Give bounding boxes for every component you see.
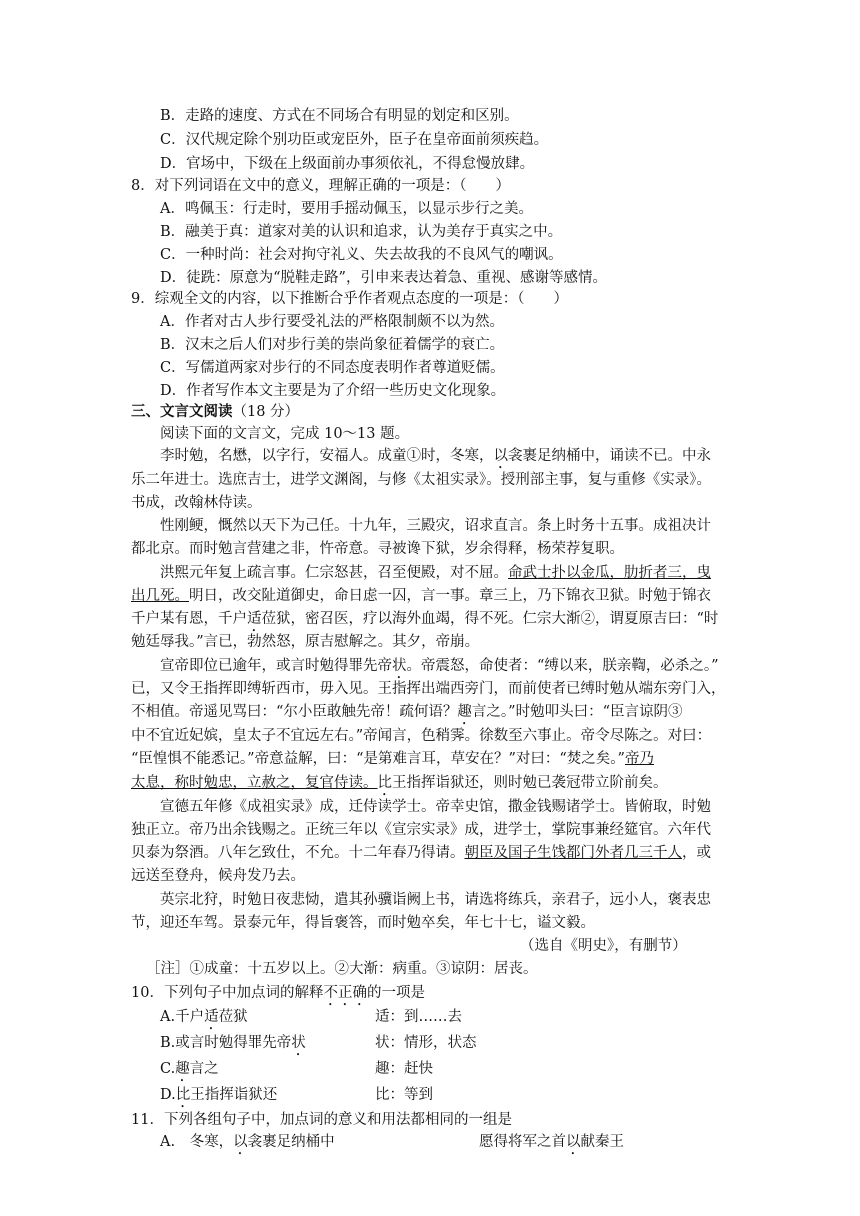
q11-option-a-right: 愿得将军之首以献秦王	[479, 1134, 624, 1150]
passage-line: 宣德五年修《成祖实录》成，迁侍读学士。帝幸史馆，撒金钱赐诸学士。皆俯取，时勉	[160, 799, 711, 815]
q9-stem: 9．综观全文的内容，以下推断合乎作者观点态度的一项是：（ ）	[131, 291, 568, 307]
passage-line: 已，又令王指挥即缚斩西市，毋入见。王指挥出端西旁门，而前使者已缚时勉从端东旁门入，	[131, 681, 726, 697]
q10-option-b: B.或言时勉得罪先帝状	[160, 1035, 306, 1051]
q10-option-c: C.趣言之	[160, 1061, 219, 1077]
emphasis-word: 不正确	[323, 985, 367, 1001]
passage-line: 书成，改翰林侍读。	[131, 495, 262, 511]
q8-option-c: C．一种时尚：社会对拘守礼义、失去故我的不良风气的嘲讽。	[160, 247, 563, 263]
q10-option-d: D.比王指挥诣狱还	[160, 1087, 278, 1103]
passage-line: 中不宜近妃嫔，皇太子不宜远左右。”帝闻言，色稍霁。徐数至六事止。帝令尽陈之。对曰：	[131, 728, 712, 744]
q7-option-c: C．汉代规定除个别功臣或宠臣外，臣子在皇帝面前须疾趋。	[160, 132, 549, 148]
q9-option-c: C．写儒道两家对步行的不同态度表明作者尊道贬儒。	[160, 360, 505, 376]
q8-option-d: D．徒跣：原意为“脱鞋走路”，引申来表达着急、重视、感谢等感情。	[160, 270, 607, 286]
emphasis-word: 比	[377, 775, 392, 791]
emphasis-word: 以	[493, 448, 508, 464]
q10-option-c-gloss: 趣：赶快	[375, 1061, 433, 1077]
passage-line: 千户某有恩，千户适莅狱，密召医，疗以海外血竭，得不死。仁宗大渐②，谓夏原吉曰：“时	[131, 611, 719, 627]
section-intro: 阅读下面的文言文，完成 10～13 题。	[160, 426, 410, 442]
q10-option-b-gloss: 状：情形，状态	[375, 1035, 477, 1051]
passage-line: 都北京。而时勉言营建之非，忤帝意。寻被谗下狱，岁余得释，杨荣荐复职。	[131, 541, 624, 557]
q9-option-b: B．汉末之后人们对步行美的崇尚象征着儒学的衰亡。	[160, 337, 505, 353]
passage-line: 性刚鲠，慨然以天下为己任。十九年，三殿灾，诏求直言。条上时务十五事。成祖决计	[160, 518, 711, 534]
q7-option-d: D．官场中，下级在上级面前办事须依礼，不得怠慢放肆。	[160, 156, 535, 172]
underlined-sentence: 朝臣及国子生饯都门外者几三千人	[464, 845, 682, 861]
q9-option-d: D．作者写作本文主要是为了介绍一些历史文化现象。	[160, 383, 506, 399]
section-score: （18 分）	[232, 404, 300, 420]
passage-line: 勉廷辱我。”言已，勃然怒，原吉慰解之。其夕，帝崩。	[131, 634, 480, 650]
q8-stem: 8．对下列词语在文中的意义，理解正确的一项是：（ ）	[131, 178, 510, 194]
emphasis-word: 趣	[457, 704, 472, 720]
underlined-sentence: 太息，称时勉忠，立赦之，复官侍读。	[131, 775, 378, 791]
passage-line: 远送至登舟，候舟发乃去。	[131, 868, 305, 884]
passage-line: 英宗北狩，时勉日夜悲恸，遣其孙骥诣阙上书，请选将练兵，亲君子，远小人，褒表忠	[160, 892, 711, 908]
q9-option-a: A．作者对古人步行要受礼法的严格限制颇不以为然。	[160, 314, 504, 330]
passage-line: 节，迎还车驾。景泰元年，得旨褒答，而时勉卒矣，年七十七，谥文毅。	[131, 915, 595, 931]
passage-line: 不相值。帝遥见骂曰：“尔小臣敢触先帝！疏何语？趣言之。”时勉叩头曰：“臣言谅阴③	[131, 704, 683, 720]
underlined-sentence: 出几死。	[131, 588, 189, 604]
passage-line: 乐二年进士。选庶吉士，进学文渊阁，与修《太祖实录》。授刑部主事，复与重修《实录》。	[131, 472, 711, 488]
passage-line: 李时勉，名懋，以字行，安福人。成童①时，冬寒，以衾裹足纳桶中，诵读不已。中永	[160, 448, 711, 464]
underlined-sentence: 命武士扑以金瓜，肋折者三，曳	[508, 565, 711, 581]
passage-line: 洪熙元年复上疏言事。仁宗怒甚，召至便殿，对不屈。命武士扑以金瓜，肋折者三，曳	[160, 565, 711, 581]
q11-option-a: A. 冬寒，以衾裹足纳桶中	[160, 1134, 335, 1150]
section-heading	[131, 402, 299, 422]
passage-line: 太息，称时勉忠，立赦之，复官侍读。比王指挥诣狱还，则时勉已袭冠带立阶前矣。	[131, 775, 668, 791]
passage-line: 独正立。帝乃出余钱赐之。正统三年以《宣宗实录》成，进学士，掌院事兼经筵官。六年代	[131, 822, 711, 838]
passage-source: （选自《明史》，有删节）	[520, 938, 687, 954]
passage-line: 宣帝即位已逾年，或言时勉得罪先帝状。帝震怒，命使者：“缚以来，朕亲鞫，必杀之。”	[160, 658, 719, 674]
q10-option-a-gloss: 适：到……去	[375, 1009, 462, 1025]
emphasis-word: 状	[392, 658, 407, 674]
q8-option-b: B．融美于真：道家对美的认识和追求，认为美存于真实之中。	[160, 224, 563, 240]
emphasis-word: 适	[247, 611, 262, 627]
passage-line: 贝泰为祭酒。八年乞致仕，不允。十二年春乃得请。朝臣及国子生饯都门外者几三千人，或	[131, 845, 711, 861]
passage-line: 出几死。明日，改交阯道御史，命日虑一囚，言一事。章三上，乃下锦衣卫狱。时勉于锦衣	[131, 588, 711, 604]
q10-option-a: A.千户适莅狱	[160, 1009, 248, 1025]
q10-stem: 10．下列句子中加点词的解释不正确的一项是	[131, 985, 425, 1001]
q10-option-d-gloss: 比：等到	[375, 1087, 433, 1103]
passage-note: ［注］①成童：十五岁以上。②大渐：病重。③谅阴：居丧。	[146, 961, 538, 977]
passage-line: “臣惶惧不能悉记。”帝意益解，曰：“是第难言耳，草安在？”对曰：“焚之矣。”帝乃	[131, 751, 654, 767]
q11-stem: 11．下列各组句子中，加点词的意义和用法都相同的一组是	[131, 1112, 512, 1128]
q8-option-a: A．鸣佩玉：行走时，要用手摇动佩玉，以显示步行之美。	[160, 201, 533, 217]
section-title: 三、文言文阅读	[131, 403, 233, 420]
underlined-sentence: 帝乃	[624, 751, 654, 767]
q7-option-b: B．走路的速度、方式在不同场合有明显的划定和区别。	[160, 108, 519, 124]
